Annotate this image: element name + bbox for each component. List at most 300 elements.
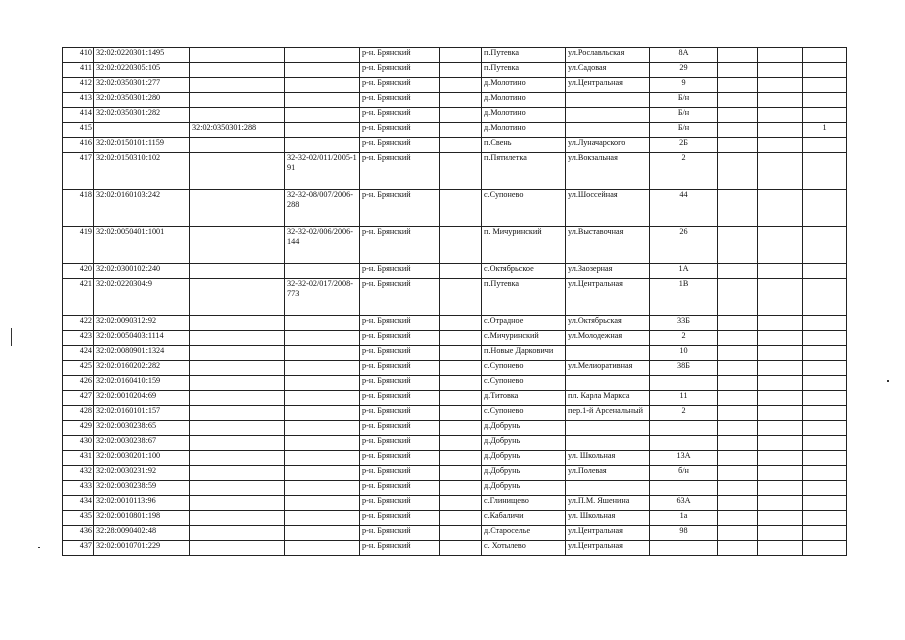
row-number: 431 (63, 451, 94, 466)
empty-cell (718, 451, 758, 466)
street (566, 346, 650, 361)
count-cell (803, 316, 847, 331)
table-row (63, 279, 847, 316)
table-row (63, 406, 847, 421)
empty-cell (758, 227, 803, 264)
table-row (63, 331, 847, 346)
table-row (63, 346, 847, 361)
alt-cadastral-number (190, 78, 285, 93)
cadastral-number: 32:02:0160103:242 (94, 190, 190, 227)
empty-cell (758, 78, 803, 93)
district: р-н. Брянский (360, 421, 440, 436)
row-number: 427 (63, 391, 94, 406)
district: р-н. Брянский (360, 451, 440, 466)
house-number: 1В (650, 279, 718, 316)
alt-cadastral-number (190, 153, 285, 190)
locality: д.Молотино (482, 93, 566, 108)
table-row (63, 138, 847, 153)
count-cell (803, 466, 847, 481)
district: р-н. Брянский (360, 264, 440, 279)
district: р-н. Брянский (360, 481, 440, 496)
street: ул.Выставочная (566, 227, 650, 264)
locality: д.Молотино (482, 78, 566, 93)
house-number: 26 (650, 227, 718, 264)
locality: с.Отрадное (482, 316, 566, 331)
empty-cell (758, 526, 803, 541)
count-cell: 1 (803, 123, 847, 138)
row-number: 436 (63, 526, 94, 541)
street: ул.Центральная (566, 541, 650, 556)
registration-number (285, 451, 360, 466)
empty-cell (440, 526, 482, 541)
district: р-н. Брянский (360, 436, 440, 451)
row-number: 430 (63, 436, 94, 451)
cadastral-number: 32:02:0350301:277 (94, 78, 190, 93)
registration-number (285, 316, 360, 331)
row-number: 426 (63, 376, 94, 391)
scan-artifact-dot (38, 547, 40, 548)
registration-number (285, 48, 360, 63)
empty-cell (718, 48, 758, 63)
table-row (63, 436, 847, 451)
count-cell (803, 138, 847, 153)
street: ул.Центральная (566, 526, 650, 541)
house-number: б/н (650, 466, 718, 481)
empty-cell (440, 190, 482, 227)
empty-cell (758, 361, 803, 376)
house-number: 2 (650, 153, 718, 190)
empty-cell (718, 153, 758, 190)
table-row (63, 316, 847, 331)
empty-cell (758, 406, 803, 421)
house-number (650, 421, 718, 436)
empty-cell (718, 421, 758, 436)
district: р-н. Брянский (360, 466, 440, 481)
house-number: 8А (650, 48, 718, 63)
alt-cadastral-number (190, 436, 285, 451)
district: р-н. Брянский (360, 123, 440, 138)
row-number: 432 (63, 466, 94, 481)
row-number: 412 (63, 78, 94, 93)
table-row (63, 153, 847, 190)
alt-cadastral-number (190, 108, 285, 123)
locality: д.Титовка (482, 391, 566, 406)
empty-cell (758, 436, 803, 451)
registration-number: 32-32-08/007/2006-288 (285, 190, 360, 227)
empty-cell (440, 123, 482, 138)
empty-cell (758, 108, 803, 123)
house-number: 38Б (650, 361, 718, 376)
row-number: 433 (63, 481, 94, 496)
count-cell (803, 541, 847, 556)
registration-number (285, 436, 360, 451)
table-row (63, 466, 847, 481)
district: р-н. Брянский (360, 153, 440, 190)
district: р-н. Брянский (360, 391, 440, 406)
alt-cadastral-number (190, 466, 285, 481)
empty-cell (758, 316, 803, 331)
row-number: 424 (63, 346, 94, 361)
empty-cell (440, 48, 482, 63)
registration-number (285, 406, 360, 421)
empty-cell (440, 466, 482, 481)
empty-cell (440, 421, 482, 436)
empty-cell (718, 331, 758, 346)
cadastral-number: 32:02:0090312:92 (94, 316, 190, 331)
table-row (63, 123, 847, 138)
district: р-н. Брянский (360, 496, 440, 511)
house-number: 1А (650, 264, 718, 279)
count-cell (803, 48, 847, 63)
empty-cell (440, 264, 482, 279)
count-cell (803, 264, 847, 279)
alt-cadastral-number (190, 346, 285, 361)
empty-cell (758, 93, 803, 108)
street: ул.Заозерная (566, 264, 650, 279)
district: р-н. Брянский (360, 361, 440, 376)
registration-number (285, 511, 360, 526)
street (566, 436, 650, 451)
house-number (650, 436, 718, 451)
register-body (63, 48, 847, 556)
empty-cell (718, 190, 758, 227)
row-number: 435 (63, 511, 94, 526)
empty-cell (440, 78, 482, 93)
cadastral-number: 32:02:0160410:159 (94, 376, 190, 391)
street: ул.Молодежная (566, 331, 650, 346)
empty-cell (718, 526, 758, 541)
alt-cadastral-number (190, 331, 285, 346)
empty-cell (440, 227, 482, 264)
cadastral-number: 32:02:0220305:105 (94, 63, 190, 78)
empty-cell (718, 346, 758, 361)
cadastral-number: 32:02:0010204:69 (94, 391, 190, 406)
row-number: 410 (63, 48, 94, 63)
empty-cell (440, 93, 482, 108)
locality: с.Супонево (482, 376, 566, 391)
scan-artifact-line (11, 328, 12, 346)
street (566, 421, 650, 436)
table-row (63, 190, 847, 227)
table-row (63, 48, 847, 63)
empty-cell (758, 421, 803, 436)
locality: п.Путевка (482, 48, 566, 63)
count-cell (803, 496, 847, 511)
empty-cell (440, 496, 482, 511)
alt-cadastral-number (190, 391, 285, 406)
cadastral-number: 32:02:0030238:59 (94, 481, 190, 496)
count-cell (803, 108, 847, 123)
count-cell (803, 421, 847, 436)
empty-cell (758, 63, 803, 78)
empty-cell (758, 451, 803, 466)
house-number: 1а (650, 511, 718, 526)
count-cell (803, 376, 847, 391)
cadastral-number (94, 123, 190, 138)
locality: п. Мичуринский (482, 227, 566, 264)
cadastral-number: 32:02:0300102:240 (94, 264, 190, 279)
district: р-н. Брянский (360, 331, 440, 346)
house-number: 11 (650, 391, 718, 406)
empty-cell (758, 496, 803, 511)
registration-number (285, 391, 360, 406)
alt-cadastral-number (190, 541, 285, 556)
table-row (63, 78, 847, 93)
cadastral-number: 32:02:0030238:67 (94, 436, 190, 451)
empty-cell (718, 466, 758, 481)
empty-cell (718, 108, 758, 123)
row-number: 415 (63, 123, 94, 138)
registration-number: 32-32-02/006/2006-144 (285, 227, 360, 264)
cadastral-number: 32:02:0010701:229 (94, 541, 190, 556)
empty-cell (758, 376, 803, 391)
locality: д.Молотино (482, 108, 566, 123)
table-row (63, 511, 847, 526)
table-row (63, 108, 847, 123)
count-cell (803, 227, 847, 264)
street: ул.Октябрьская (566, 316, 650, 331)
locality: д.Добрунь (482, 421, 566, 436)
registration-number (285, 331, 360, 346)
empty-cell (718, 138, 758, 153)
table-row (63, 481, 847, 496)
row-number: 413 (63, 93, 94, 108)
row-number: 425 (63, 361, 94, 376)
registration-number (285, 108, 360, 123)
empty-cell (440, 108, 482, 123)
row-number: 419 (63, 227, 94, 264)
empty-cell (718, 436, 758, 451)
registration-number (285, 541, 360, 556)
street: ул.Вокзальная (566, 153, 650, 190)
alt-cadastral-number (190, 227, 285, 264)
empty-cell (758, 123, 803, 138)
row-number: 418 (63, 190, 94, 227)
empty-cell (718, 511, 758, 526)
empty-cell (718, 541, 758, 556)
registration-number (285, 421, 360, 436)
table-row (63, 421, 847, 436)
empty-cell (440, 541, 482, 556)
count-cell (803, 346, 847, 361)
empty-cell (718, 63, 758, 78)
locality: п.Свень (482, 138, 566, 153)
house-number (650, 541, 718, 556)
alt-cadastral-number (190, 190, 285, 227)
empty-cell (440, 376, 482, 391)
locality: д.Добрунь (482, 466, 566, 481)
table-row (63, 264, 847, 279)
registration-number (285, 466, 360, 481)
street: ул.Шоссейная (566, 190, 650, 227)
house-number: 9 (650, 78, 718, 93)
empty-cell (718, 391, 758, 406)
empty-cell (440, 279, 482, 316)
registration-number (285, 123, 360, 138)
cadastral-number: 32:02:0030238:65 (94, 421, 190, 436)
count-cell (803, 436, 847, 451)
table-row (63, 361, 847, 376)
street: ул.Полевая (566, 466, 650, 481)
locality: д.Староселье (482, 526, 566, 541)
registration-number (285, 376, 360, 391)
table-row (63, 451, 847, 466)
locality: п.Путевка (482, 279, 566, 316)
alt-cadastral-number (190, 526, 285, 541)
street: ул.Центральная (566, 279, 650, 316)
property-register-table (62, 47, 847, 556)
locality: д.Добрунь (482, 451, 566, 466)
table-row (63, 63, 847, 78)
registration-number: 32-32-02/011/2005-191 (285, 153, 360, 190)
count-cell (803, 391, 847, 406)
locality: с.Глинищево (482, 496, 566, 511)
count-cell (803, 406, 847, 421)
locality: с.Мичуринский (482, 331, 566, 346)
empty-cell (758, 511, 803, 526)
registration-number (285, 346, 360, 361)
cadastral-number: 32:02:0160202:282 (94, 361, 190, 376)
house-number: Б/н (650, 123, 718, 138)
table-row (63, 526, 847, 541)
empty-cell (440, 361, 482, 376)
house-number: 44 (650, 190, 718, 227)
locality: с. Хотылево (482, 541, 566, 556)
street: ул.Рославльская (566, 48, 650, 63)
locality: д.Добрунь (482, 436, 566, 451)
alt-cadastral-number (190, 138, 285, 153)
alt-cadastral-number (190, 63, 285, 78)
cadastral-number: 32:28:0090402:48 (94, 526, 190, 541)
table-row (63, 391, 847, 406)
table-row (63, 93, 847, 108)
cadastral-number: 32:02:0010801:198 (94, 511, 190, 526)
district: р-н. Брянский (360, 138, 440, 153)
street: пер.1-й Арсенальный (566, 406, 650, 421)
table-row (63, 376, 847, 391)
district: р-н. Брянский (360, 279, 440, 316)
district: р-н. Брянский (360, 376, 440, 391)
empty-cell (440, 406, 482, 421)
empty-cell (718, 93, 758, 108)
house-number: 13А (650, 451, 718, 466)
locality: д.Молотино (482, 123, 566, 138)
cadastral-number: 32:02:0220304:9 (94, 279, 190, 316)
street: ул.П.М. Яшенина (566, 496, 650, 511)
registration-number (285, 526, 360, 541)
cadastral-number: 32:02:0150101:1159 (94, 138, 190, 153)
house-number: 2Б (650, 138, 718, 153)
row-number: 437 (63, 541, 94, 556)
locality: с.Октябрьское (482, 264, 566, 279)
empty-cell (758, 541, 803, 556)
count-cell (803, 93, 847, 108)
district: р-н. Брянский (360, 63, 440, 78)
empty-cell (440, 346, 482, 361)
empty-cell (758, 190, 803, 227)
cadastral-number: 32:02:0080901:1324 (94, 346, 190, 361)
alt-cadastral-number (190, 481, 285, 496)
district: р-н. Брянский (360, 93, 440, 108)
empty-cell (758, 346, 803, 361)
empty-cell (758, 331, 803, 346)
count-cell (803, 78, 847, 93)
empty-cell (718, 227, 758, 264)
district: р-н. Брянский (360, 541, 440, 556)
empty-cell (440, 331, 482, 346)
street: ул.Садовая (566, 63, 650, 78)
alt-cadastral-number (190, 279, 285, 316)
row-number: 429 (63, 421, 94, 436)
street (566, 481, 650, 496)
scan-artifact-dot (887, 380, 889, 382)
district: р-н. Брянский (360, 190, 440, 227)
empty-cell (440, 451, 482, 466)
empty-cell (718, 78, 758, 93)
locality: п.Новые Дарковичи (482, 346, 566, 361)
registration-number (285, 264, 360, 279)
district: р-н. Брянский (360, 108, 440, 123)
registration-number (285, 361, 360, 376)
registration-number (285, 63, 360, 78)
empty-cell (758, 466, 803, 481)
alt-cadastral-number (190, 511, 285, 526)
street: ул. Школьная (566, 451, 650, 466)
street (566, 93, 650, 108)
empty-cell (758, 264, 803, 279)
district: р-н. Брянский (360, 511, 440, 526)
empty-cell (758, 48, 803, 63)
cadastral-number: 32:02:0030231:92 (94, 466, 190, 481)
empty-cell (718, 496, 758, 511)
row-number: 421 (63, 279, 94, 316)
empty-cell (718, 361, 758, 376)
house-number: Б/н (650, 93, 718, 108)
district: р-н. Брянский (360, 78, 440, 93)
alt-cadastral-number (190, 406, 285, 421)
locality: д.Добрунь (482, 481, 566, 496)
alt-cadastral-number (190, 264, 285, 279)
empty-cell (440, 316, 482, 331)
alt-cadastral-number (190, 48, 285, 63)
street (566, 376, 650, 391)
row-number: 420 (63, 264, 94, 279)
empty-cell (440, 436, 482, 451)
locality: с.Супонево (482, 361, 566, 376)
registration-number (285, 138, 360, 153)
empty-cell (758, 279, 803, 316)
district: р-н. Брянский (360, 316, 440, 331)
house-number: 98 (650, 526, 718, 541)
count-cell (803, 63, 847, 78)
count-cell (803, 153, 847, 190)
house-number: 2 (650, 406, 718, 421)
locality: с.Супонево (482, 190, 566, 227)
row-number: 422 (63, 316, 94, 331)
cadastral-number: 32:02:0220301:1495 (94, 48, 190, 63)
street: ул.Луначарского (566, 138, 650, 153)
locality: с.Супонево (482, 406, 566, 421)
count-cell (803, 279, 847, 316)
registration-number (285, 496, 360, 511)
count-cell (803, 361, 847, 376)
count-cell (803, 526, 847, 541)
cadastral-number: 32:02:0160101:157 (94, 406, 190, 421)
street (566, 123, 650, 138)
count-cell (803, 331, 847, 346)
count-cell (803, 451, 847, 466)
house-number: 33Б (650, 316, 718, 331)
